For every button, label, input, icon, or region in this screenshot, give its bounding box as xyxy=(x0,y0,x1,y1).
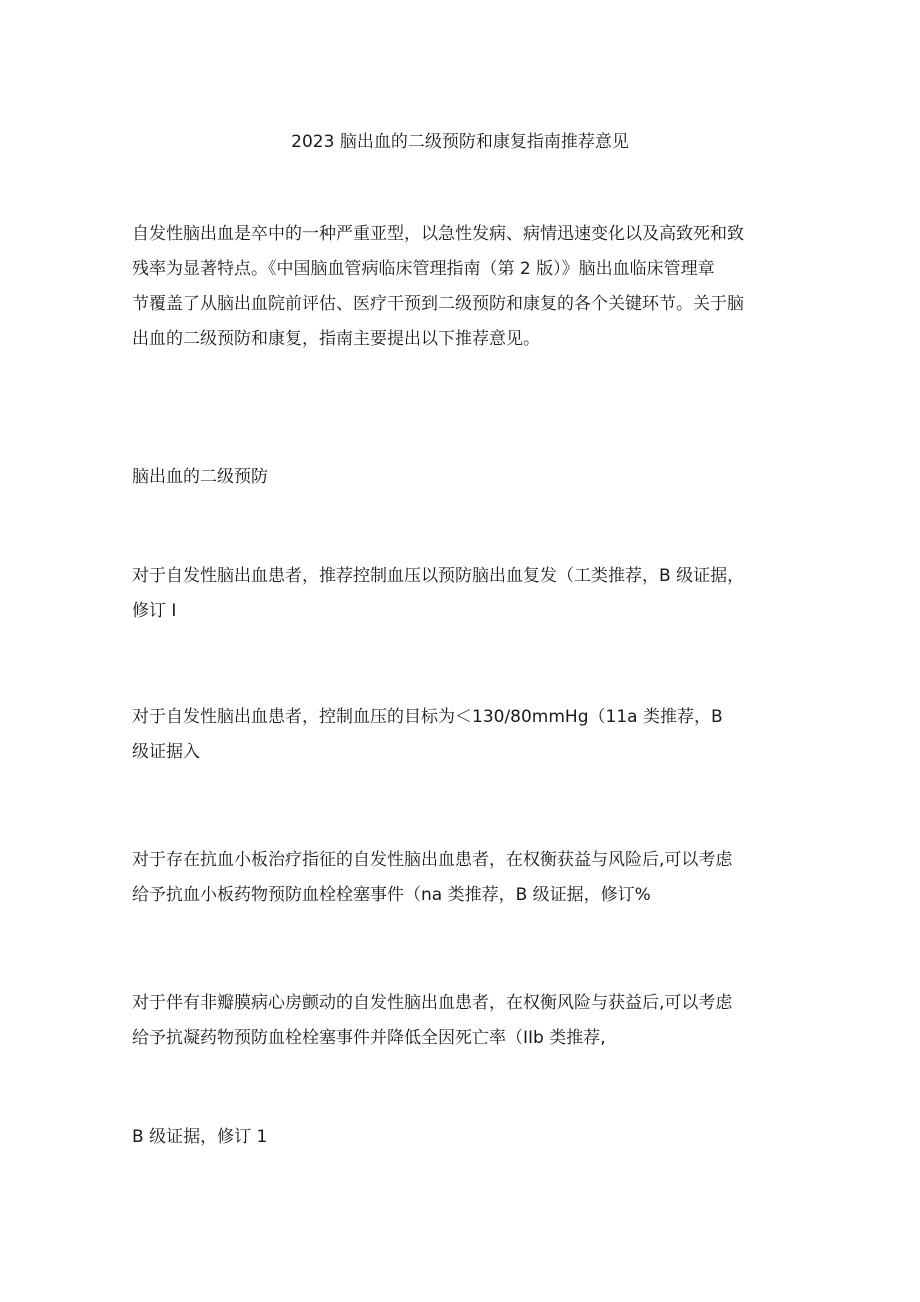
intro-line: 出血的二级预防和康复，指南主要提出以下推荐意见。 xyxy=(132,329,540,349)
intro-paragraph xyxy=(132,217,802,357)
intro-line: 残率为显著特点。《中国脑血管病临床管理指南（第 2 版）》脑出血临床管理章 xyxy=(132,259,715,279)
recommendation-line: 修订 I xyxy=(132,601,177,621)
intro-line: 自发性脑出血是卒中的一种严重亚型，以急性发病、病情迅速变化以及高致死和致 xyxy=(132,224,744,244)
section-heading xyxy=(132,460,802,495)
recommendation-paragraph xyxy=(132,1120,802,1155)
recommendation-line: 对于伴有非瓣膜病心房颤动的自发性脑出血患者，在权衡风险与获益后,可以考虑 xyxy=(132,993,733,1013)
recommendation-line: 对于自发性脑出血患者，控制血压的目标为＜130/80mmHg（11a 类推荐，B xyxy=(132,707,723,727)
recommendation-line: 给予抗血小板药物预防血栓栓塞事件（na 类推荐，B 级证据，修订% xyxy=(132,885,651,905)
recommendation-line: B 级证据，修订 1 xyxy=(132,1127,268,1147)
recommendation-paragraph xyxy=(132,559,802,629)
section-heading-text: 脑出血的二级预防 xyxy=(132,467,268,487)
intro-line: 节覆盖了从脑出血院前评估、医疗干预到二级预防和康复的各个关键环节。关于脑 xyxy=(132,294,744,314)
recommendation-line: 对于存在抗血小板治疗指征的自发性脑出血患者，在权衡获益与风险后,可以考虑 xyxy=(132,850,733,870)
document-title: 2023 脑出血的二级预防和康复指南推荐意见 xyxy=(291,132,629,152)
recommendation-paragraph xyxy=(132,986,802,1056)
recommendation-line: 给予抗凝药物预防血栓栓塞事件并降低全因死亡率（IIb 类推荐, xyxy=(132,1028,606,1048)
recommendation-paragraph xyxy=(132,843,802,913)
recommendation-paragraph xyxy=(132,700,802,770)
recommendation-line: 对于自发性脑出血患者，推荐控制血压以预防脑出血复发（工类推荐，B 级证据， xyxy=(132,566,745,586)
recommendation-line: 级证据入 xyxy=(132,742,200,762)
